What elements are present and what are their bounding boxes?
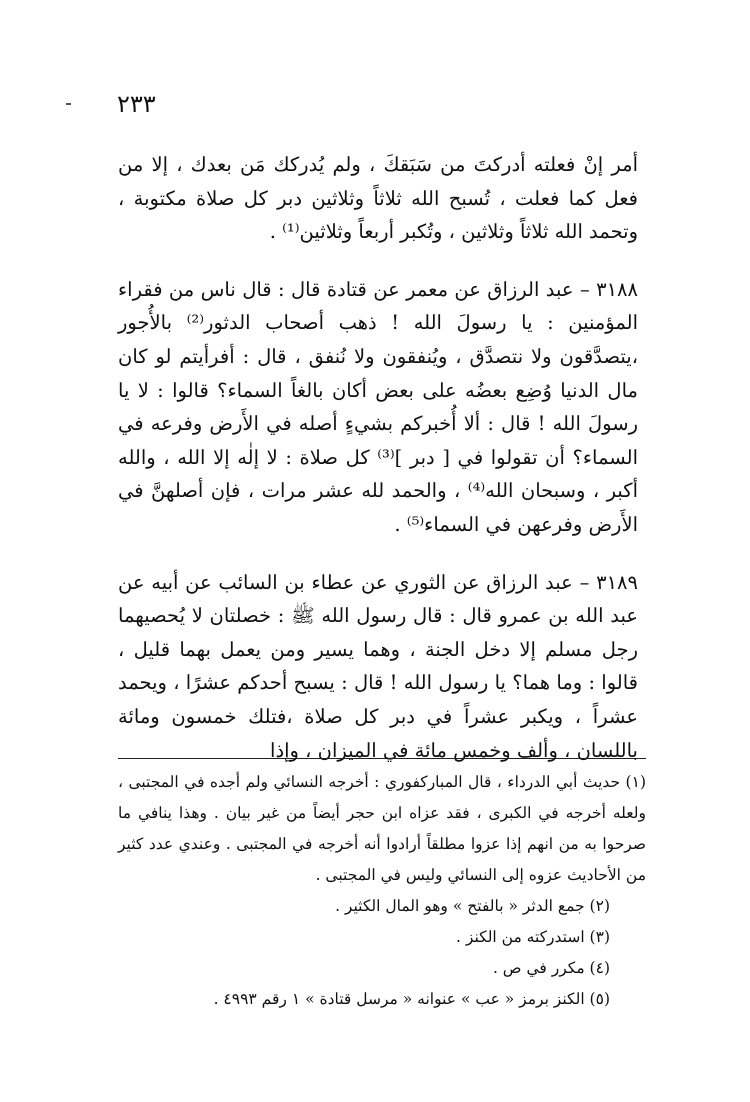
main-text xyxy=(118,148,638,791)
page-number: ٢٣٣ xyxy=(117,90,156,118)
hadith-3189: ٣١٨٩ – عبد الرزاق عن الثوري عن عطاء بن السائب عن أبيه عن عبد الله بن عمرو قال : قال رسول الله ﷺ : خصلتان لا يُحصيهما رجل مسلم إلا دخل الجنة ، وهما يسير ومن يعمل بهما قليل ، قالوا : وما هما؟ يا رسول الله ! قال : يسبح أحدكم عشرًا ، ويحمد عشراً ، ويكبر عشراً في دبر كل صلاة ،فتلك خمسون ومائة باللسان ، وألف وخمس مائة في الميزان ، وإذا xyxy=(118,570,638,762)
footnote-5: (٥) الكنز برمز « عب » عنوانه « مرسل قتادة » ١ رقم ٤٩٩٣ . xyxy=(213,990,610,1008)
scan-speck xyxy=(66,103,71,105)
footnotes xyxy=(118,758,646,1015)
hadith-3188: ٣١٨٨ – عبد الرزاق عن معمر عن قتادة قال : قال ناس من فقراء المؤمنين : يا رسولَ الله ! ذهب أصحاب الدثور⁽²⁾ بالأُجور ،يتصدَّقون ولا نتصدَّق ، ويُنفقون ولا نُنفق ، قال : أفرأيتم لو كان مال الدنيا وُضِع بعضُه على بعض أكان بالغاً السماء؟ قالوا : لا يا رسولَ الله ! قال : ألا أُخبركم بشيءٍ أصله في الأَرض وفرعه في السماء؟ أن تقولوا في [ دبر ]⁽³⁾ كل صلاة : لا إلٰه إلا الله ، والله أكبر ، وسبحان الله⁽⁴⁾ ، والحمد لله عشر مرات ، فإن أصلهنَّ في الأَرض وفرعهن في السماء⁽⁵⁾ . xyxy=(118,277,639,536)
paragraph-continuation: أمر إنْ فعلته أدركتَ من سَبَقكَ ، ولم يُدركك مَن بعدك ، إلا من فعل كما فعلت ، تُسبح الله ثلاثاً وثلاثين دبر كل صلاة مكتوبة ، وتحمد الله ثلاثاً وثلاثين ، وتُكبر أربعاً وثلاثين⁽¹⁾ . xyxy=(118,153,638,244)
footnote-2: (٢) جمع الدثر « بالفتح » وهو المال الكثير . xyxy=(335,897,610,915)
footnote-4: (٤) مكرر في ص . xyxy=(492,959,610,977)
footnote-1: (١) حديث أبي الدرداء ، قال المباركفوري : أخرجه النسائي ولم أجده في المجتبى ، ولعله أخرجه في الكبرى ، فقد عزاه ابن حجر أيضاً من غير بيان . وهذا ينافي ما صرحوا به من انهم إذا عزوا مطلقاً أرادوا أنه أخرجه في المجتبى . وعندي عدد كثير من الأحاديث عزوه إلى النسائي وليس في المجتبى . xyxy=(118,773,646,884)
footnote-3: (٣) استدركته من الكنز . xyxy=(456,928,610,946)
